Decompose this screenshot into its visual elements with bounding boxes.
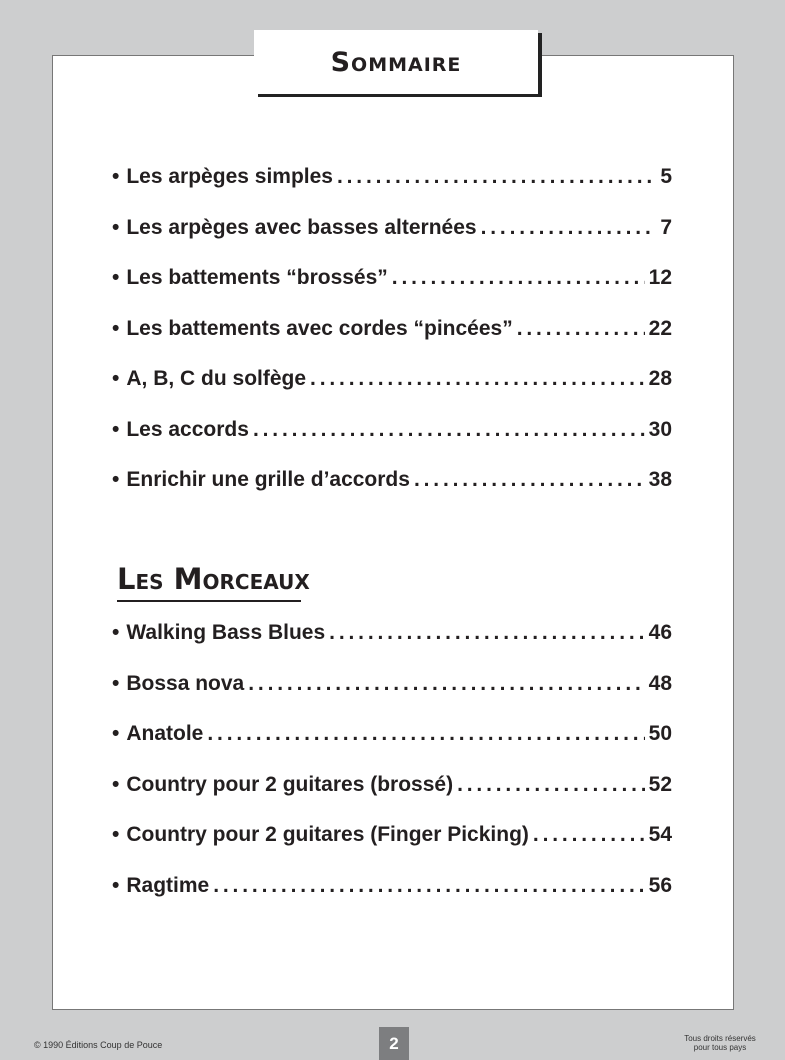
entry-page: 30 bbox=[648, 417, 672, 441]
bullet: • bbox=[112, 417, 120, 441]
entry-label: Country pour 2 guitares (brossé) bbox=[126, 772, 454, 796]
piece-entry[interactable] bbox=[112, 722, 672, 773]
toc-entry[interactable] bbox=[112, 165, 672, 216]
copyright: © 1990 Éditions Coup de Pouce bbox=[34, 1040, 163, 1050]
dot-leader bbox=[457, 773, 645, 797]
bullet: • bbox=[112, 367, 120, 390]
entry-label: Les battements avec cordes “pincées” bbox=[126, 316, 513, 340]
page-number: 2 bbox=[379, 1027, 409, 1060]
entry-page: 28 bbox=[648, 367, 672, 390]
dot-leader bbox=[392, 266, 645, 290]
entry-page: 46 bbox=[648, 621, 672, 644]
dot-leader bbox=[533, 823, 645, 847]
dot-leader bbox=[517, 317, 645, 341]
entry-label: Country pour 2 guitares (Finger Picking) bbox=[126, 823, 529, 846]
bullet: • bbox=[112, 165, 120, 188]
entry-page: 5 bbox=[660, 165, 672, 188]
entry-label: A, B, C du solfège bbox=[126, 367, 307, 390]
entry-label: Anatole bbox=[126, 722, 204, 745]
rights-line-1: Tous droits réservés bbox=[684, 1034, 756, 1043]
entry-page: 54 bbox=[648, 823, 672, 846]
dot-leader bbox=[481, 216, 657, 240]
entry-page: 22 bbox=[648, 316, 672, 340]
toc-entry[interactable] bbox=[112, 468, 672, 519]
entry-label: Les battements “brossés” bbox=[126, 266, 388, 289]
entry-page: 52 bbox=[648, 772, 672, 796]
entry-label: Enrichir une grille d’accords bbox=[126, 468, 410, 491]
dot-leader bbox=[248, 672, 644, 696]
bullet: • bbox=[112, 468, 120, 491]
piece-entry[interactable] bbox=[112, 773, 672, 824]
toc-entry[interactable] bbox=[112, 367, 672, 418]
bullet: • bbox=[112, 722, 120, 745]
toc-entry[interactable] bbox=[112, 216, 672, 267]
rights-line-2: pour tous pays bbox=[693, 1043, 747, 1052]
entry-label: Walking Bass Blues bbox=[126, 621, 326, 644]
bullet: • bbox=[112, 873, 120, 897]
entry-label: Les accords bbox=[126, 417, 249, 441]
piece-entry[interactable] bbox=[112, 621, 672, 672]
rights-notice bbox=[680, 1034, 760, 1052]
title-box bbox=[254, 30, 538, 94]
section-title: Les Morceaux bbox=[117, 562, 301, 602]
entry-page: 48 bbox=[648, 671, 672, 695]
bullet: • bbox=[112, 621, 120, 644]
dot-leader bbox=[414, 468, 645, 492]
entry-label: Ragtime bbox=[126, 873, 210, 897]
toc-entry[interactable] bbox=[112, 266, 672, 317]
bullet: • bbox=[112, 215, 120, 239]
dot-leader bbox=[310, 367, 645, 391]
dot-leader bbox=[337, 165, 656, 189]
pieces-list bbox=[112, 621, 672, 924]
dot-leader bbox=[253, 418, 645, 442]
piece-entry[interactable] bbox=[112, 874, 672, 925]
page-title: Sommaire bbox=[330, 46, 462, 78]
bullet: • bbox=[112, 671, 120, 695]
bullet: • bbox=[112, 316, 120, 340]
entry-label: Les arpèges avec basses alternées bbox=[126, 215, 477, 239]
toc-list bbox=[112, 165, 672, 519]
toc-entry[interactable] bbox=[112, 418, 672, 469]
dot-leader bbox=[213, 874, 644, 898]
entry-label: Les arpèges simples bbox=[126, 165, 333, 188]
entry-page: 56 bbox=[648, 873, 672, 897]
dot-leader bbox=[329, 621, 644, 645]
bullet: • bbox=[112, 772, 120, 796]
piece-entry[interactable] bbox=[112, 823, 672, 874]
entry-label: Bossa nova bbox=[126, 671, 245, 695]
entry-page: 7 bbox=[660, 215, 672, 239]
piece-entry[interactable] bbox=[112, 672, 672, 723]
entry-page: 12 bbox=[648, 266, 672, 289]
entry-page: 38 bbox=[648, 468, 672, 491]
toc-entry[interactable] bbox=[112, 317, 672, 368]
bullet: • bbox=[112, 266, 120, 289]
entry-page: 50 bbox=[648, 722, 672, 745]
bullet: • bbox=[112, 823, 120, 846]
dot-leader bbox=[207, 722, 644, 746]
